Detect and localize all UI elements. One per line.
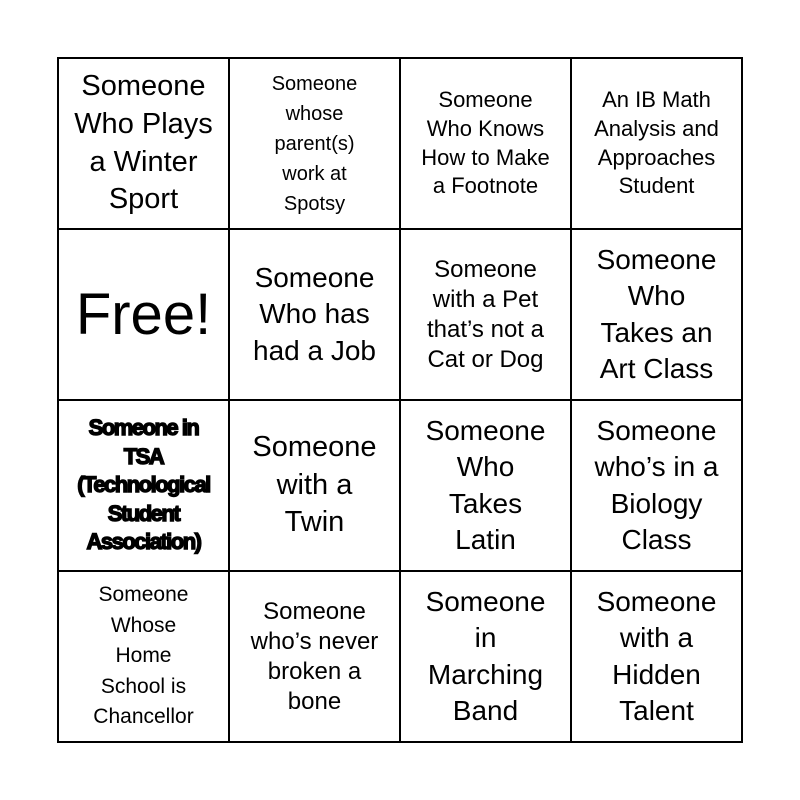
- bingo-cell[interactable]: [229, 571, 400, 742]
- bingo-cell[interactable]: [571, 58, 742, 229]
- cell-text: Someone with a Hidden Talent: [596, 585, 717, 726]
- cell-text: Someone Who Plays a Winter Sport: [74, 70, 213, 216]
- free-space-text: Free!: [75, 281, 212, 347]
- cell-text: Someone Who Knows How to Make a Footnote: [421, 87, 550, 199]
- cell-text: Someone who’s never broken a bone: [250, 597, 379, 715]
- bingo-cell[interactable]: [571, 400, 742, 571]
- cell-text: An IB Math Analysis and Approaches Student: [594, 87, 719, 199]
- bingo-cell[interactable]: [229, 58, 400, 229]
- bingo-cell[interactable]: [58, 400, 229, 571]
- cell-text: Someone Who has had a Job: [253, 261, 376, 366]
- bingo-cell[interactable]: [571, 571, 742, 742]
- cell-text: Someone with a Pet that’s not a Cat or Dog: [427, 255, 544, 373]
- cell-text: Someone in TSA (Technological Student Association): [77, 415, 210, 555]
- bingo-cell[interactable]: [400, 229, 571, 400]
- cell-text: Someone Whose Home School is Chancellor: [93, 583, 194, 729]
- bingo-cell[interactable]: [58, 58, 229, 229]
- cell-text: Someone whose parent(s) work at Spotsy: [271, 72, 358, 215]
- bingo-cell[interactable]: [571, 229, 742, 400]
- cell-text: Someone in Marching Band: [425, 585, 546, 726]
- bingo-cell-free[interactable]: [58, 229, 229, 400]
- bingo-cell[interactable]: [229, 229, 400, 400]
- bingo-cell[interactable]: [229, 400, 400, 571]
- cell-text: Someone Who Takes an Art Class: [596, 243, 717, 384]
- bingo-cell[interactable]: [400, 58, 571, 229]
- bingo-cell[interactable]: [58, 571, 229, 742]
- cell-text: Someone with a Twin: [252, 430, 377, 539]
- bingo-board: [57, 57, 743, 743]
- bingo-cell[interactable]: [400, 571, 571, 742]
- cell-text: Someone Who Takes Latin: [425, 414, 546, 555]
- cell-text: Someone who’s in a Biology Class: [594, 414, 719, 555]
- bingo-cell[interactable]: [400, 400, 571, 571]
